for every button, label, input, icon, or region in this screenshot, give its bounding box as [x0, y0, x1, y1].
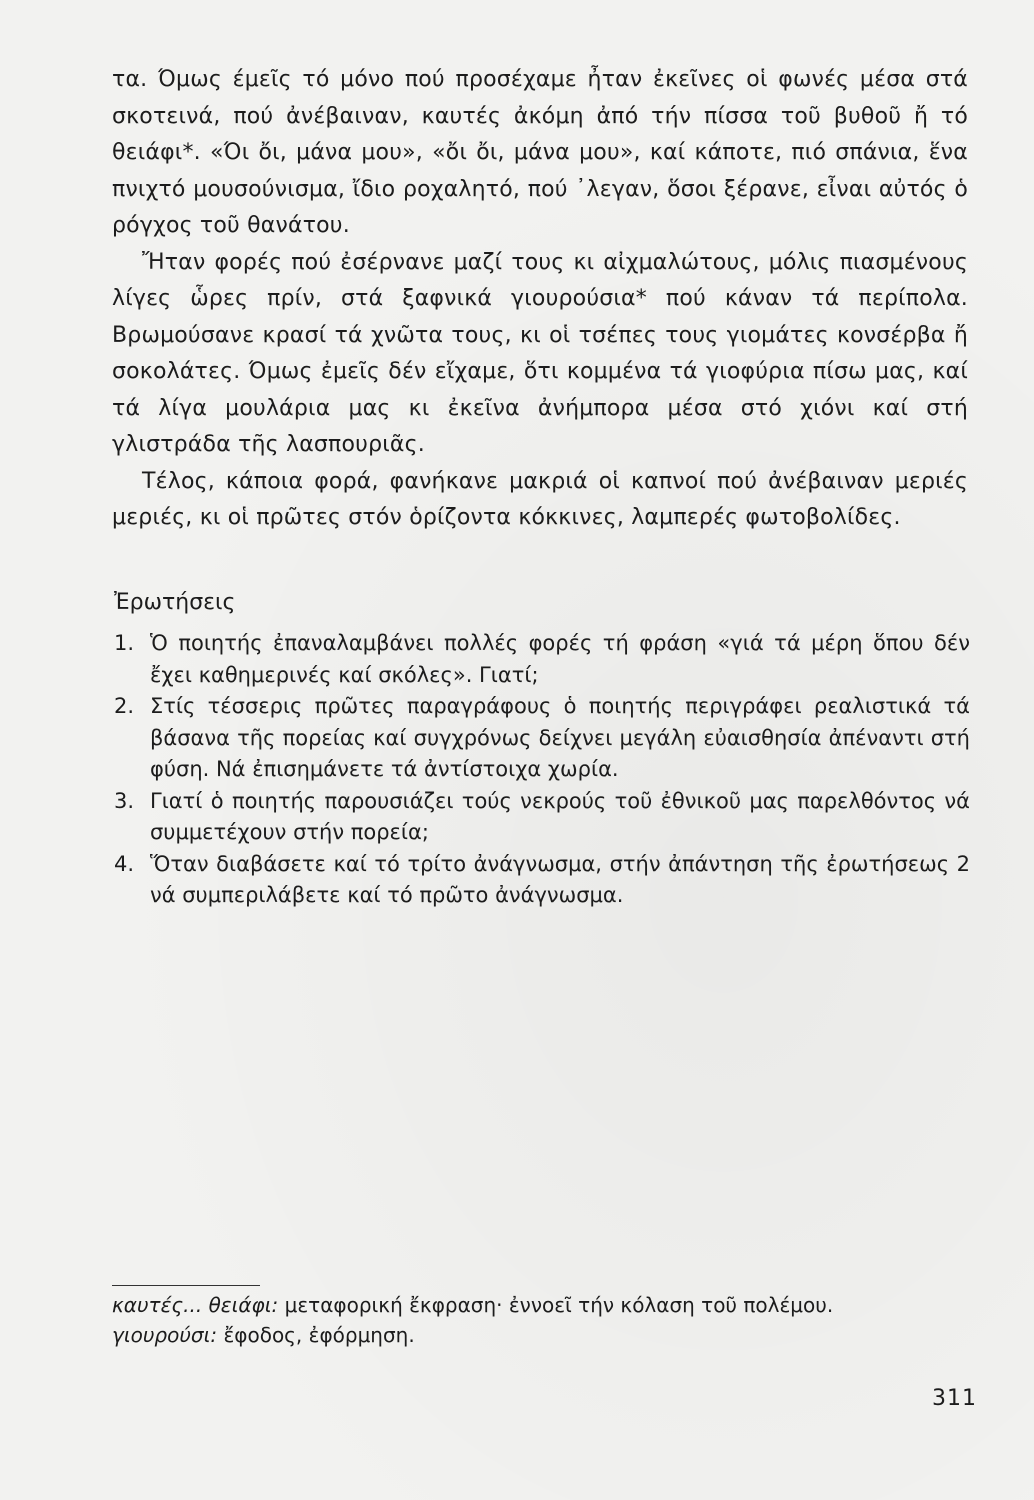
- footnote-term: γιουρούσι:: [112, 1323, 218, 1347]
- question-item: [114, 786, 970, 849]
- question-text: Ὅταν διαβάσετε καί τό τρίτο ἀνάγνωσμα, στήν ἀπάντηση τῆς ἐρωτήσεως 2 νά συμπεριλάβετε καί τό πρῶτο ἀνάγνωσμα.: [150, 851, 970, 907]
- question-item: [114, 691, 970, 786]
- question-number: 4.: [114, 851, 135, 876]
- footnote-divider: [112, 1285, 260, 1286]
- question-text: Ὁ ποιητής ἐπαναλαμβάνει πολλές φορές τή φράση «γιά τά μέρη ὅπου δέν ἔχει καθημερινές καί σκόλες». Γιατί;: [150, 631, 970, 687]
- paragraph-3: Τέλος, κάποια φορά, φανήκανε μακριά οἱ καπνοί πού ἀνέβαιναν μεριές μεριές, κι οἱ πρῶτες στόν ὁρίζοντα κόκκινες, λαμπερές φωτοβολίδες.: [112, 468, 968, 530]
- question-item: [114, 628, 970, 691]
- question-number: 2.: [114, 694, 135, 718]
- footnote-definition: ἔφοδος, ἐφόρμηση.: [217, 1323, 415, 1347]
- question-number: 1.: [114, 631, 135, 655]
- question-text: Γιατί ὁ ποιητής παρουσιάζει τούς νεκρούς τοῦ ἐθνικοῦ μας παρελθόντος νά συμμετέχουν στήν πορεία;: [150, 788, 970, 844]
- question-item: [114, 849, 970, 912]
- paragraph-2: Ἤταν φορές πού ἐσέρνανε μαζί τους κι αἰχμαλώτους, μόλις πιασμένους λίγες ὧρες πρίν, στά ξαφνικά γιουρούσια* πού κάναν τά περίπολα. Βρωμούσανε κρασί τά χνῶτα τους, κι οἱ τσέπες τους γιομάτες κονσέρβα ἤ σοκολάτες. Όμως ἐμεῖς δέν εἴχαμε, ὅτι κομμένα τά γιοφύρια πίσω μας, καί τά λίγα μουλάρια μας κι ἐκεῖνα ἀνήμπορα μέσα στό χιόνι καί στή γλιστράδα τῆς λασπουριᾶς.: [112, 249, 968, 457]
- page-number: 311: [932, 1386, 977, 1411]
- footnotes: [112, 1290, 972, 1350]
- footnote-definition: μεταφορική ἔκφραση· ἐννοεῖ τήν κόλαση τοῦ πολέμου.: [278, 1293, 834, 1317]
- question-number: 3.: [114, 788, 135, 813]
- questions-list: [114, 628, 970, 912]
- main-text: [112, 62, 968, 537]
- footnote: [112, 1320, 972, 1350]
- footnote: [112, 1290, 972, 1320]
- question-text: Στίς τέσσερις πρῶτες παραγράφους ὁ ποιητής περιγράφει ρεαλιστικά τά βάσανα τῆς πορείας καί συγχρόνως δείχνει μεγάλη εὐαισθησία ἀπέναντι στή φύση. Νά ἐπισημάνετε τά ἀντίστοιχα χωρία.: [150, 694, 970, 781]
- questions-heading: Ἐρωτήσεις: [114, 590, 236, 615]
- paragraph-1: τα. Όμως έμεῖς τό μόνο πού προσέχαμε ἦταν ἐκεῖνες οἱ φωνές μέσα στά σκοτεινά, πού ἀνέβαιναν, καυτές ἀκόμη ἀπό τήν πίσσα τοῦ βυθοῦ ἤ τό θειάφι*. «Όι ὄι, μάνα μου», «ὄι ὄι, μάνα μου», καί κάποτε, πιό σπάνια, ἕνα πνιχτό μουσούνισμα, ἴδιο ροχαλητό, πού ᾿λεγαν, ὅσοι ξέρανε, εἶναι αὐτός ὁ ρόγχος τοῦ θανάτου.: [112, 67, 968, 238]
- footnote-term: καυτές... θειάφι:: [112, 1293, 279, 1317]
